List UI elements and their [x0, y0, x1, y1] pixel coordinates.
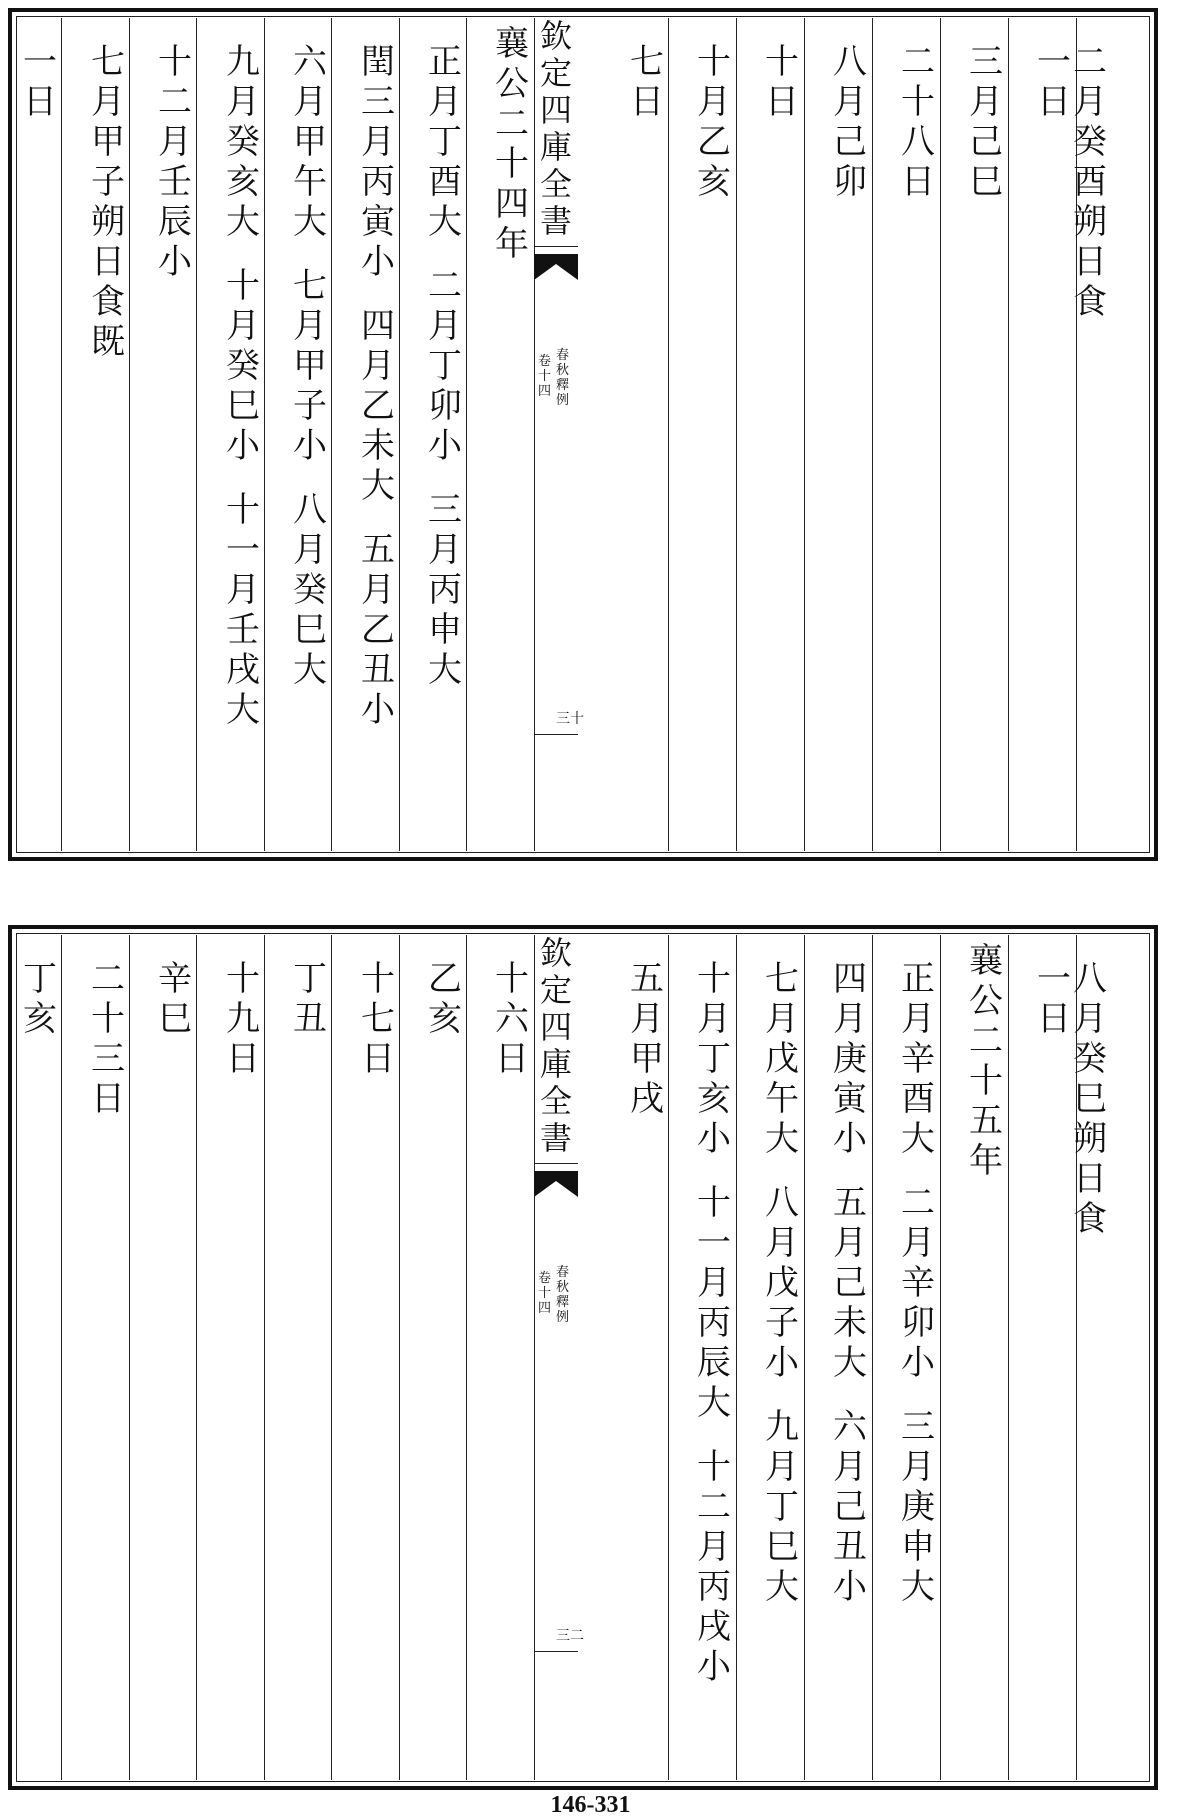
text-column: 二 十 三 日 — [91, 959, 125, 1119]
text-column: 十 月 丁 亥 小 十 一 月 丙 辰 大 十 二 月 丙 戌 小 — [697, 959, 731, 1687]
column-rule — [466, 935, 467, 1780]
book-title: 春 秋 釋 例 — [556, 1265, 570, 1325]
text-column: 乙 亥 — [428, 959, 462, 1039]
top-page-frame — [8, 8, 1158, 861]
text-column: 三 月 己 巳 — [969, 42, 1003, 202]
folio-number: 三二 — [556, 1628, 584, 1644]
column-rule — [196, 935, 197, 1780]
text-column: 九 月 癸 亥 大 十 月 癸 巳 小 十 一 月 壬 戌 大 — [226, 42, 260, 730]
library-title: 欽 定 四 庫 全 書 — [539, 934, 572, 1157]
text-column: 正 月 丁 酉 大 二 月 丁 卯 小 三 月 丙 申 大 — [428, 42, 462, 690]
text-column: 十 月 乙 亥 — [697, 42, 731, 202]
text-column: 七 月 甲 子 朔 日 食 既 — [91, 42, 125, 362]
text-column: 襄 公 二 十 四 年 — [495, 24, 529, 264]
text-column: 丁 亥 — [23, 959, 57, 1039]
text-column: 十 六 日 — [495, 959, 529, 1079]
gutter-divider — [534, 246, 578, 247]
text-column: 七 月 戊 午 大 八 月 戊 子 小 九 月 丁 巳 大 — [765, 959, 799, 1607]
column-rule — [668, 18, 669, 851]
text-column: 十 九 日 — [226, 959, 260, 1079]
text-column: 八 月 癸 巳 朔 日 食 — [1073, 959, 1107, 1239]
center-gutter — [528, 935, 584, 1780]
column-rule — [61, 18, 62, 851]
gutter-divider — [534, 1651, 578, 1652]
gutter-divider — [534, 1163, 578, 1164]
text-column: 十 七 日 — [361, 959, 395, 1079]
volume-label: 卷 十 四 — [538, 354, 552, 399]
library-title: 欽 定 四 庫 全 書 — [539, 17, 572, 240]
text-column: 十 二 月 壬 辰 小 — [158, 42, 192, 282]
column-rule — [61, 935, 62, 1780]
text-column: 一 日 — [1037, 959, 1071, 1039]
text-column: 閏 三 月 丙 寅 小 四 月 乙 未 大 五 月 乙 丑 小 — [361, 42, 395, 730]
fishtail-mark-icon — [534, 254, 578, 280]
text-column: 五 月 甲 戌 — [630, 959, 664, 1119]
text-column: 七 日 — [630, 42, 664, 122]
text-column: 一 日 — [1037, 42, 1071, 122]
text-column: 四 月 庚 寅 小 五 月 己 未 大 六 月 己 丑 小 — [833, 959, 867, 1607]
text-column: 襄 公 二 十 五 年 — [969, 941, 1003, 1181]
text-column: 丁 丑 — [293, 959, 327, 1039]
text-column: 二 十 八 日 — [901, 42, 935, 202]
text-column: 八 月 己 卯 — [833, 42, 867, 202]
volume-label: 卷 十 四 — [538, 1271, 552, 1316]
text-column: 二 月 癸 酉 朔 日 食 — [1073, 42, 1107, 322]
book-title: 春 秋 釋 例 — [556, 348, 570, 408]
folio-number: 三十 — [556, 711, 584, 727]
center-gutter — [528, 18, 584, 851]
text-column: 六 月 甲 午 大 七 月 甲 子 小 八 月 癸 巳 大 — [293, 42, 327, 690]
text-column: 正 月 辛 酉 大 二 月 辛 卯 小 三 月 庚 申 大 — [901, 959, 935, 1607]
page-footer-number: 146-331 — [550, 1792, 631, 1818]
text-column: 十 日 — [765, 42, 799, 122]
gutter-divider — [534, 734, 578, 735]
bottom-page-frame — [8, 925, 1158, 1790]
column-rule — [331, 935, 332, 1780]
text-column: 一 日 — [23, 42, 57, 122]
text-column: 辛 巳 — [158, 959, 192, 1039]
column-rule — [804, 18, 805, 851]
fishtail-mark-icon — [534, 1171, 578, 1197]
